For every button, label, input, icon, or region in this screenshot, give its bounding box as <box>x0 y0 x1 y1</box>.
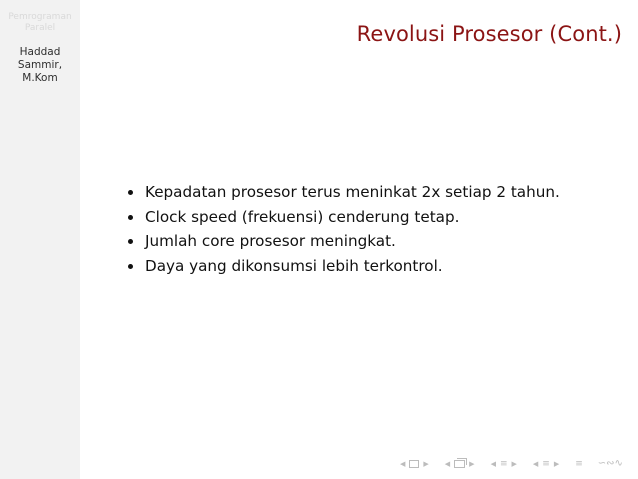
prev-section-icon[interactable]: ◀ <box>532 459 539 468</box>
bullet-text: Jumlah core prosesor meningkat. <box>145 232 396 250</box>
slide-icon[interactable] <box>409 460 419 468</box>
slide-nav <box>398 460 431 468</box>
search-icon[interactable]: ∽∾∿ <box>597 458 623 469</box>
frame-title: Revolusi Prosesor (Cont.) <box>356 22 622 46</box>
subsection-icon[interactable]: ≡ <box>499 458 508 469</box>
equivalent-icon[interactable]: ≡ <box>575 458 583 469</box>
sidebar-presentation-title[interactable] <box>0 12 80 34</box>
sidebar-title-line-1: Pemrograman <box>8 12 72 22</box>
next-slide-icon[interactable]: ▶ <box>423 459 429 468</box>
frame-nav <box>443 460 477 468</box>
author-line-1: Haddad <box>19 46 61 58</box>
bullet-icon <box>128 264 133 269</box>
frame-icon[interactable] <box>454 460 465 468</box>
bullet-item <box>128 205 560 230</box>
bullet-item <box>128 180 560 205</box>
next-section-icon[interactable]: ▶ <box>553 459 560 468</box>
navigation-bar <box>398 458 636 469</box>
prev-frame-icon[interactable]: ◀ <box>444 459 451 468</box>
sidebar-author <box>0 46 80 85</box>
section-icon[interactable]: ≡ <box>542 458 550 469</box>
subsection-nav <box>489 459 519 469</box>
bullet-icon <box>128 190 133 195</box>
author-line-2: Sammir, <box>17 59 63 71</box>
bullet-text: Daya yang dikonsumsi lebih terkontrol. <box>145 256 443 275</box>
sidebar-title-line-2: Paralel <box>24 23 56 33</box>
prev-slide-icon[interactable]: ◀ <box>400 459 406 468</box>
section-nav <box>531 459 561 469</box>
next-frame-icon[interactable]: ▶ <box>469 459 475 468</box>
author-line-3: M.Kom <box>22 72 58 84</box>
bullet-icon <box>128 215 133 220</box>
bullet-item <box>128 254 560 279</box>
appendix-nav <box>573 459 585 469</box>
next-subsection-icon[interactable]: ▶ <box>511 459 517 468</box>
sidebar <box>0 0 80 479</box>
prev-subsection-icon[interactable]: ◀ <box>490 459 496 468</box>
bullet-text: Kepadatan prosesor terus meninkat 2x setiap 2 tahun. <box>145 183 560 201</box>
bullet-list <box>128 180 560 278</box>
bullet-icon <box>128 239 133 244</box>
search-nav <box>597 458 624 469</box>
bullet-item <box>128 229 560 254</box>
bullet-text: Clock speed (frekuensi) cenderung tetap. <box>145 207 460 226</box>
